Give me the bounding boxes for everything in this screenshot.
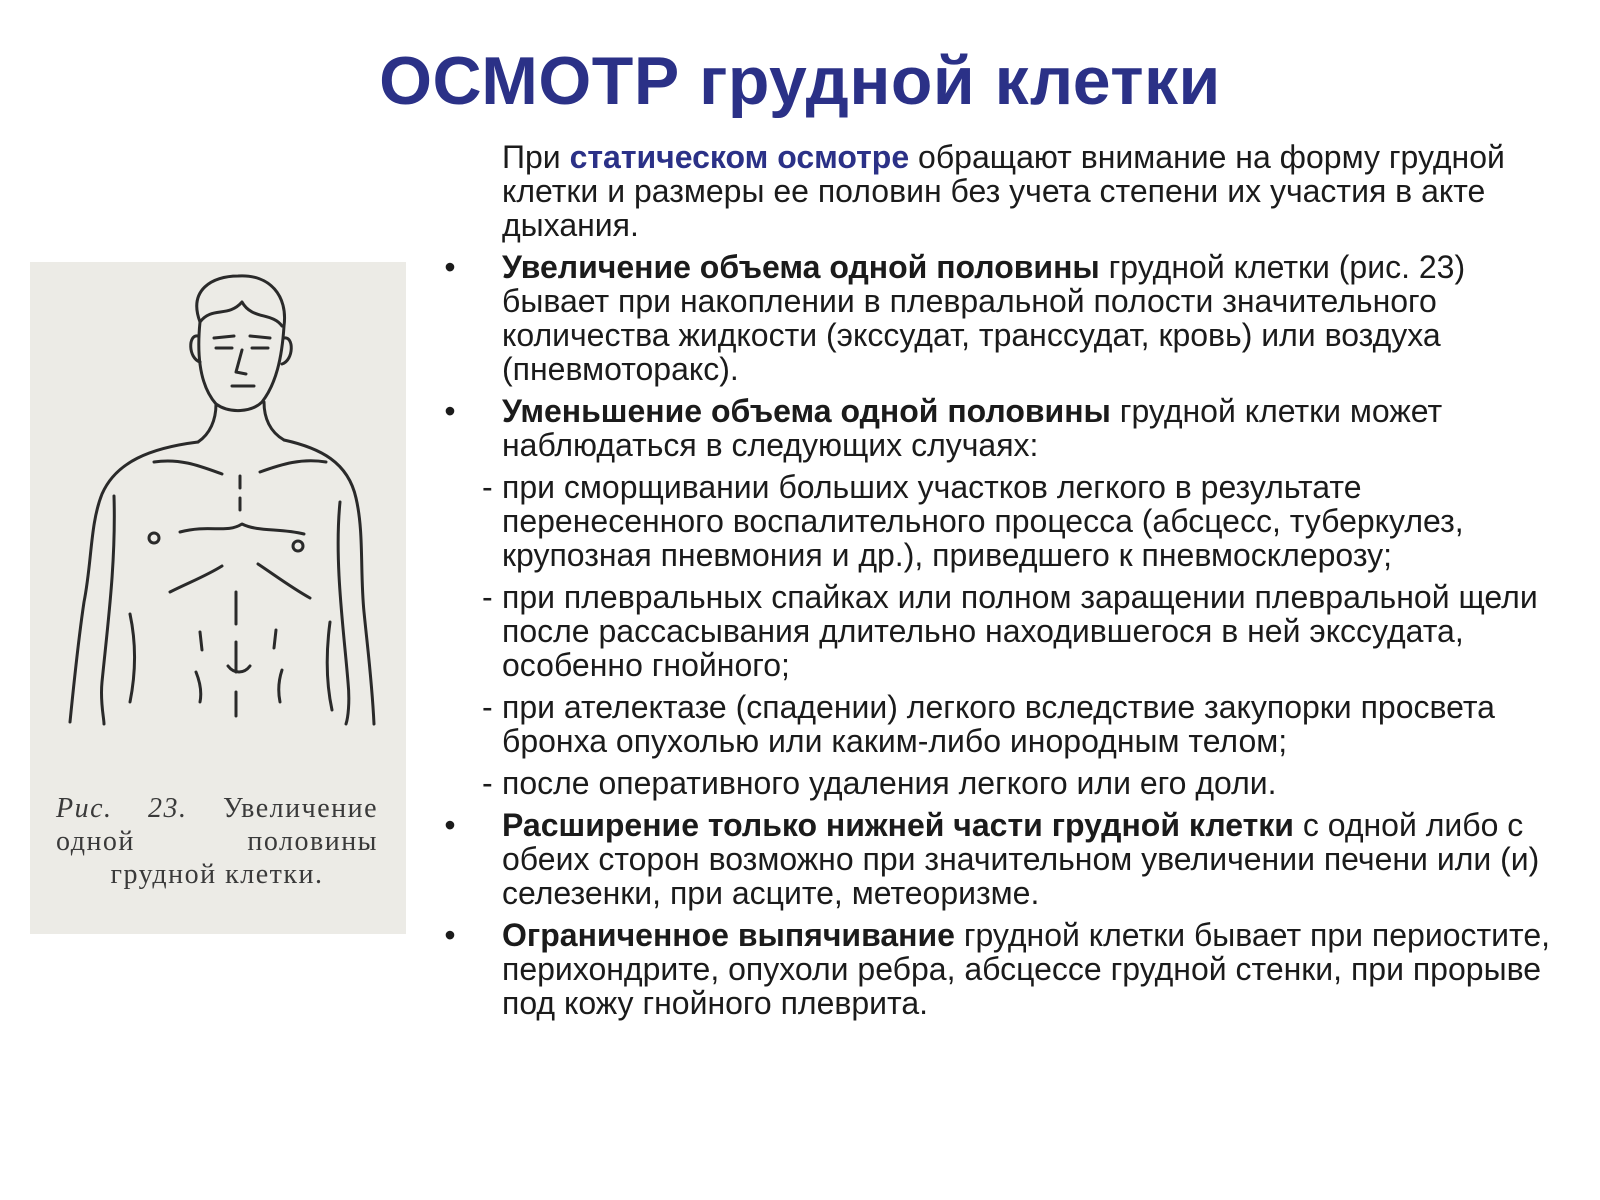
bullet-text: грудной клетки может наблюдаться в следующих случаях: [502, 393, 1443, 463]
bullet-item [440, 918, 1550, 1020]
intro-pre: При [502, 139, 570, 175]
chest-illustration [30, 262, 406, 782]
intro-paragraph [440, 140, 1550, 242]
bullet-icon: • [444, 917, 456, 953]
lat-left [130, 614, 135, 702]
bullet-item [440, 394, 1550, 462]
head-outline [197, 276, 285, 411]
dash-item [440, 580, 1550, 682]
ribcage-right [258, 564, 310, 598]
bullet-icon: • [444, 249, 456, 285]
ribcage-left [170, 566, 222, 592]
intro-accent: статическом осмотре [569, 139, 910, 175]
arm-left-inner [101, 496, 114, 724]
brow-left [214, 336, 234, 338]
caption-text: Увеличение одной половины грудной клетки. [56, 793, 379, 890]
clavicle-left [154, 461, 222, 474]
pec-line [180, 524, 304, 534]
bullet-heading: Расширение только нижней части грудной клетки [502, 807, 1294, 843]
bullet-heading: Уменьшение объема одной половины [502, 393, 1111, 429]
bullet-text: грудной клетки (рис. 23) бывает при накоплении в плевральной полости значительного количества жидкости (экссудат, транссудат, кровь) или воздуха (пневмоторакс). [502, 249, 1466, 387]
hair [200, 302, 282, 326]
dash-icon: - [482, 579, 493, 615]
bullet-item [440, 808, 1550, 910]
bullet-icon: • [444, 807, 456, 843]
lat-right [327, 622, 332, 710]
abs-right [274, 630, 282, 702]
clavicle-right [260, 461, 326, 472]
dash-item [440, 766, 1550, 800]
nipple-right [293, 541, 303, 551]
navel [228, 666, 250, 672]
nose [236, 350, 246, 374]
abs-left [196, 632, 202, 702]
figure-caption [56, 792, 378, 891]
bullet-heading: Увеличение объема одной половины [502, 249, 1100, 285]
intro-post: обращают внимание на форму грудной клетки и размеры ее половин без учета степени их участия в акте дыхания. [502, 139, 1505, 243]
bullet-item [440, 250, 1550, 386]
bullet-icon: • [444, 393, 456, 429]
content-text [440, 140, 1550, 1028]
neck-left [198, 404, 216, 442]
nipple-left [149, 533, 159, 543]
dash-item [440, 470, 1550, 572]
brow-right [250, 336, 270, 338]
bullet-text: с одной либо с обеих сторон возможно при значительном увеличении печени или (и) селезенки, при асците, метеоризме. [502, 807, 1540, 911]
figure-23 [30, 262, 406, 934]
dash-text: при плевральных спайках или полном заращении плевральной щели после рассасывания длительно находившегося в ней экссудата, особенно гнойного; [502, 579, 1538, 683]
dash-text: при ателектазе (спадении) легкого вследствие закупорки просвета бронха опухолью или каким-либо инородным телом; [502, 689, 1495, 759]
dash-text: после оперативного удаления легкого или его доли. [502, 765, 1277, 801]
bullet-heading: Ограниченное выпячивание [502, 917, 955, 953]
bullet-text: грудной клетки бывает при периостите, перихондрите, опухоли ребра, абсцессе грудной стенки, при прорыве под кожу гнойного плеврита. [502, 917, 1550, 1021]
dash-icon: - [482, 765, 493, 801]
arm-right-inner [338, 502, 349, 724]
dash-icon: - [482, 469, 493, 505]
dash-icon: - [482, 689, 493, 725]
slide-title: ОСМОТР грудной клетки [379, 43, 1221, 119]
caption-label: Рис. 23. [56, 793, 188, 824]
dash-item [440, 690, 1550, 758]
dash-text: при сморщивании больших участков легкого в результате перенесенного воспалительного процесса (абсцесс, туберкулез, крупозная пневмония и др.), приведшего к пневмосклерозу; [502, 469, 1464, 573]
neck-right [264, 402, 284, 440]
